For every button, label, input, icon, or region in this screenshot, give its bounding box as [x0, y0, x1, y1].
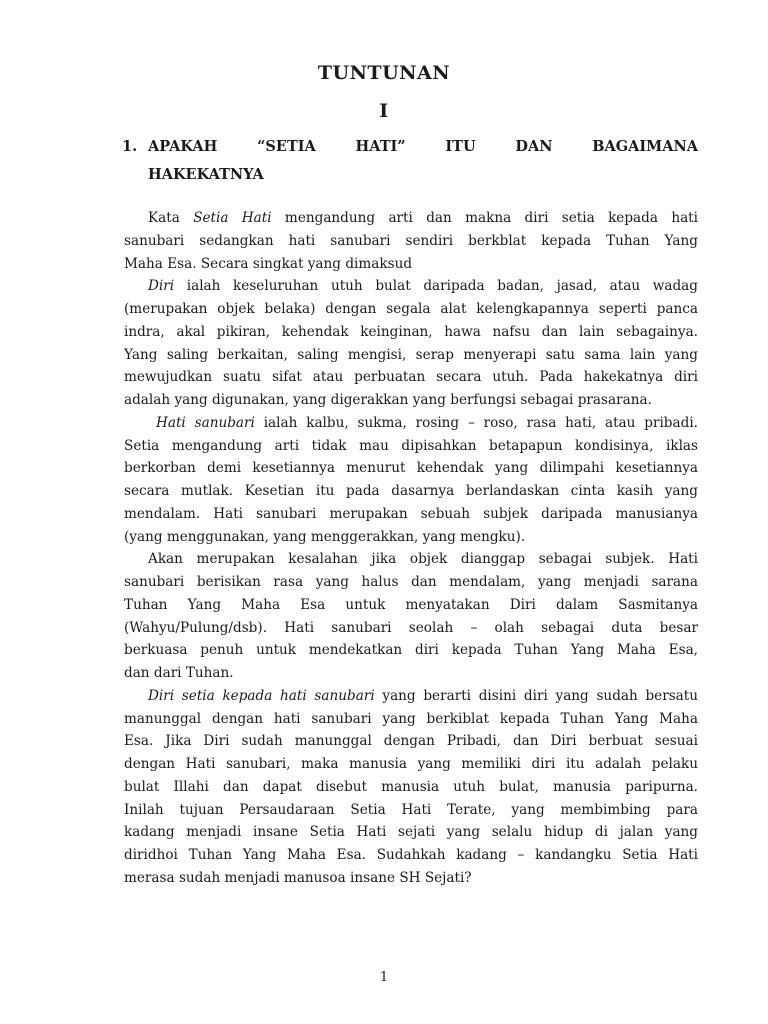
heading-word: APAKAH — [148, 138, 218, 155]
text-line: mendalam. Hati sanubari merupakan sebuah subjek daripada manusianya — [124, 505, 698, 522]
text-line: Inilah tujuan Persaudaraan Setia Hati Terate, yang membimbing para — [124, 801, 698, 818]
text-line: indra, akal pikiran, kehendak keinginan, hawa nafsu dan lain sebagainya. — [124, 323, 698, 340]
text-line: (yang menggunakan, yang menggerakkan, yang mengku). — [124, 528, 526, 545]
section-heading — [122, 135, 698, 187]
section-heading-line2: HAKEKATNYA — [148, 166, 264, 183]
text-line: adalah yang digunakan, yang digerakkan yang berfungsi sebagai prasarana. — [124, 392, 652, 408]
document-body — [124, 207, 698, 890]
text-line: manunggal dengan hati sanubari yang berkiblat kepada Tuhan Yang Maha — [124, 710, 698, 727]
text-line: Hati sanubari ialah kalbu, sukma, rosing – roso, rasa hati, atau pribadi. — [156, 414, 698, 431]
text-line: merasa sudah menjadi manusoa insane SH Sejati? — [124, 869, 472, 886]
text-line: berkuasa penuh untuk mendekatkan diri kepada Tuhan Yang Maha Esa, — [124, 642, 698, 659]
text-line: mewujudkan suatu sifat atau perbuatan secara utuh. Pada hakekatnya diri — [124, 369, 698, 386]
heading-word: BAGAIMANA — [592, 138, 698, 155]
paragraph — [124, 207, 698, 275]
text-line: Yang saling berkaitan, saling mengisi, serap menyerapi satu sama lain yang — [124, 346, 698, 363]
page-number: 1 — [379, 970, 389, 985]
text-line: Maha Esa. Secara singkat yang dimaksud — [124, 255, 413, 272]
heading-word: ITU — [445, 138, 476, 155]
heading-word: HATI” — [355, 138, 406, 155]
text-line: Diri ialah keseluruhan utuh bulat daripada badan, jasad, atau wadag — [148, 278, 698, 295]
text-line: Kata Setia Hati mengandung arti dan makna diri setia kepada hati — [148, 210, 698, 226]
document-title: TUNTUNAN — [317, 62, 451, 84]
paragraph — [124, 548, 698, 685]
section-number: 1. — [122, 138, 138, 155]
text-line: bulat Illahi dan dapat disebut manusia utuh bulat, manusia paripurna. — [124, 778, 698, 795]
text-line: sanubari sedangkan hati sanubari sendiri berkblat kepada Tuhan Yang — [124, 232, 698, 249]
text-line: kadang menjadi insane Setia Hati sejati yang selalu hidup di jalan yang — [124, 824, 698, 841]
text-line: dengan Hati sanubari, maka manusia yang memiliki diri itu adalah pelaku — [124, 756, 698, 772]
document-subtitle-numeral: I — [379, 100, 389, 122]
heading-word: DAN — [515, 138, 553, 155]
text-line: (merupakan objek belaka) dengan segala alat kelengkapannya seperti panca — [124, 301, 698, 317]
paragraph — [124, 412, 698, 549]
section-heading-line1 — [148, 135, 698, 159]
text-line: Esa. Jika Diri sudah manunggal dengan Pribadi, dan Diri berbuat sesuai — [124, 733, 698, 750]
text-line: Tuhan Yang Maha Esa untuk menyatakan Diri dalam Sasmitanya — [124, 596, 698, 613]
text-line: secara mutlak. Kesetian itu pada dasarnya berlandaskan cinta kasih yang — [124, 483, 698, 499]
paragraph — [124, 275, 698, 412]
text-line: (Wahyu/Pulung/dsb). Hati sanubari seolah – olah sebagai duta besar — [124, 619, 698, 636]
paragraph — [124, 685, 698, 890]
text-line: diridhoi Tuhan Yang Maha Esa. Sudahkah kadang – kandangku Setia Hati — [124, 847, 698, 863]
text-line: Akan merupakan kesalahan jika objek dianggap sebagai subjek. Hati — [148, 551, 698, 568]
text-line: sanubari berisikan rasa yang halus dan mendalam, yang menjadi sarana — [124, 574, 698, 590]
text-line: dan dari Tuhan. — [124, 665, 234, 681]
text-line: berkorban demi kesetiannya menurut kehendak yang dilimpahi kesetiannya — [124, 460, 698, 477]
heading-word: “SETIA — [257, 138, 316, 155]
text-line: Setia mengandung arti tidak mau dipisahkan betapapun kondisinya, iklas — [124, 437, 698, 454]
text-line: Diri setia kepada hati sanubari yang berarti disini diri yang sudah bersatu — [148, 687, 698, 704]
